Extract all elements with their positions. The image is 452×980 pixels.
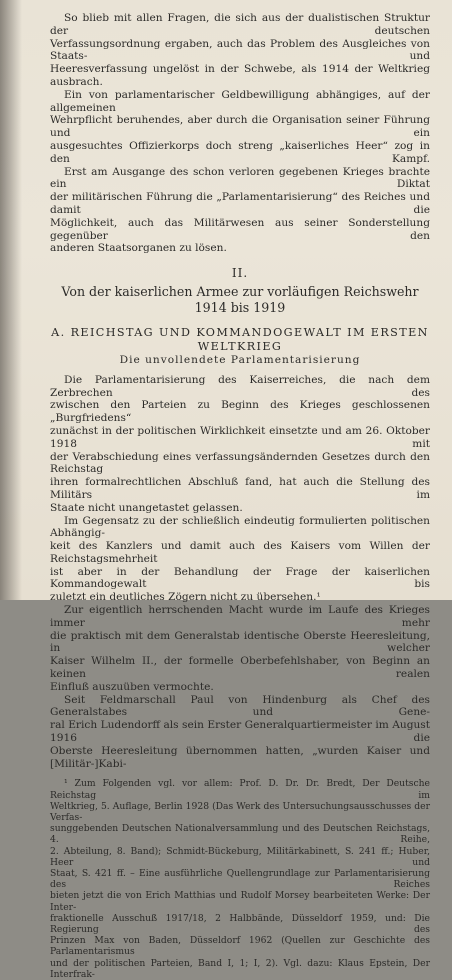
section-title-line-2: WELTKRIEG: [197, 339, 283, 353]
text-line: keit des Kanzlers und damit auch des Kaisers vom Willen der Reichstagsmehrheit: [50, 540, 430, 565]
text-line: der Verabschiedung eines verfassungsändernden Gesetzes durch den Reichstag: [50, 450, 430, 476]
chapter-title-line-1: Von der kaiserlichen Armee zur vorläufigen Reichswehr: [61, 283, 419, 299]
text-line: ral Erich Ludendorff als sein Erster Generalquartiermeister im August 1916 die: [50, 719, 430, 745]
text-line: Weltkrieg, 5. Auflage, Berlin 1928 (Das Werk des Untersuchungsausschusses der Verfas-: [50, 800, 430, 824]
text-line: Wehrpflicht beruhendes, aber durch die Organisation seiner Führung und ein: [50, 114, 430, 140]
text-line: So blieb mit allen Fragen, die sich aus der dualistischen Struktur der deutschen: [50, 12, 430, 37]
paragraph: [50, 515, 430, 605]
text-line: Erst am Ausgange des schon verloren gegebenen Krieges brachte ein Diktat: [50, 165, 430, 191]
text-line: und der politischen Parteien, Band I, 1; I, 2). Vgl. dazu: Klaus Epstein, Der Interfrak-: [50, 957, 430, 980]
intro-paragraph: [50, 12, 430, 255]
text-line: ausgesuchtes Offizierkorps doch streng „kaiserliches Heer“ zog in den Kampf.: [50, 139, 430, 165]
section-body: [50, 374, 430, 771]
text-line: Ein von parlamentarischer Geldbewilligung abhängiges, auf der allgemeinen: [50, 88, 430, 114]
text-line: die praktisch mit dem Generalstab identische Oberste Heeresleitung, in welcher: [50, 629, 430, 655]
text-line: der militärischen Führung die „Parlamentarisierung“ des Reiches und damit die: [50, 191, 430, 216]
text-line: Verfassungsordnung ergaben, auch das Problem des Ausgleiches von Staats- und: [50, 37, 430, 63]
text-line: zunächst in der politischen Wirklichkeit einsetzte und am 26. Oktober 1918 mit: [50, 424, 430, 450]
text-line: Einfluß auszuüben vermochte.: [50, 680, 214, 693]
text-line: zwischen den Parteien zu Beginn des Krieges geschlossenen „Burgfriedens“: [50, 399, 430, 425]
paragraph: [50, 694, 430, 771]
text-line: bieten jetzt die von Erich Matthias und Rudolf Morsey bearbeiteten Werke: Der Inter-: [50, 890, 430, 913]
text-line: Zur eigentlich herrschenden Macht wurde im Laufe des Krieges immer mehr: [50, 604, 430, 629]
text-line: zuletzt ein deutliches Zögern nicht zu übersehen.¹: [50, 591, 321, 604]
page-body: [50, 12, 430, 980]
text-line: Prinzen Max von Baden, Düsseldorf 1962 (Quellen zur Geschichte des Parlamentarismus: [50, 935, 430, 958]
section-title-line-1: A. REICHSTAG UND KOMMANDOGEWALT IM ERSTEN: [51, 325, 429, 339]
paragraph: [50, 374, 430, 515]
text-line: Oberste Heeresleitung übernommen hatten, „wurden Kaiser und [Militär-]Kabi-: [50, 744, 430, 770]
text-line: Seit Feldmarschall Paul von Hindenburg als Chef des Generalstabes und Gene-: [50, 693, 430, 719]
chapter-title-line-2: 1914 bis 1919: [194, 299, 286, 315]
text-line: ¹ Zum Folgenden vgl. vor allem: Prof. D. Dr. Dr. Bredt, Der Deutsche Reichstag im: [50, 778, 430, 801]
chapter-number: II.: [231, 266, 249, 281]
text-line: fraktionelle Ausschuß 1917/18, 2 Halbbände, Düsseldorf 1959, und: Die Regierung des: [50, 912, 430, 936]
text-line: ist aber in der Behandlung der Frage der kaiserlichen Kommandogewalt bis: [50, 565, 430, 591]
text-line: Heeresverfassung ungelöst in der Schwebe, als 1914 der Weltkrieg ausbrach.: [50, 63, 430, 88]
footnote: [50, 778, 430, 980]
text-line: 2. Abteilung, 8. Band); Schmidt-Bückeburg, Militärkabinett, S. 241 ff.; Huber, Heer und: [50, 845, 430, 868]
text-line: sunggebenden Deutschen Nationalversammlung und des Deutschen Reichstags, 4. Reihe,: [50, 823, 430, 846]
text-line: ihren formalrechtlichen Abschluß fand, hat auch die Stellung des Militärs im: [50, 476, 430, 501]
text-line: Staat, S. 421 ff. – Eine ausführliche Quellengrundlage zur Parlamentarisierung des Reiches: [50, 868, 430, 891]
text-line: anderen Staatsorganen zu lösen.: [50, 242, 227, 255]
paragraph: [50, 604, 430, 694]
text-line: Möglichkeit, auch das Militärwesen aus seiner Sonderstellung gegenüber den: [50, 216, 430, 242]
page-gutter-shadow: [0, 0, 22, 600]
text-line: Die Parlamentarisierung des Kaiserreiches, die nach dem Zerbrechen des: [50, 373, 430, 399]
text-line: Kaiser Wilhelm II., der formelle Oberbefehlshaber, von Beginn an keinen realen: [50, 655, 430, 681]
section-subtitle: Die unvollendete Parlamentarisierung: [119, 353, 361, 366]
text-line: Im Gegensatz zu der schließlich eindeutig formulierten politischen Abhängig-: [50, 514, 430, 540]
text-line: Staate nicht unangetastet gelassen.: [50, 501, 243, 514]
